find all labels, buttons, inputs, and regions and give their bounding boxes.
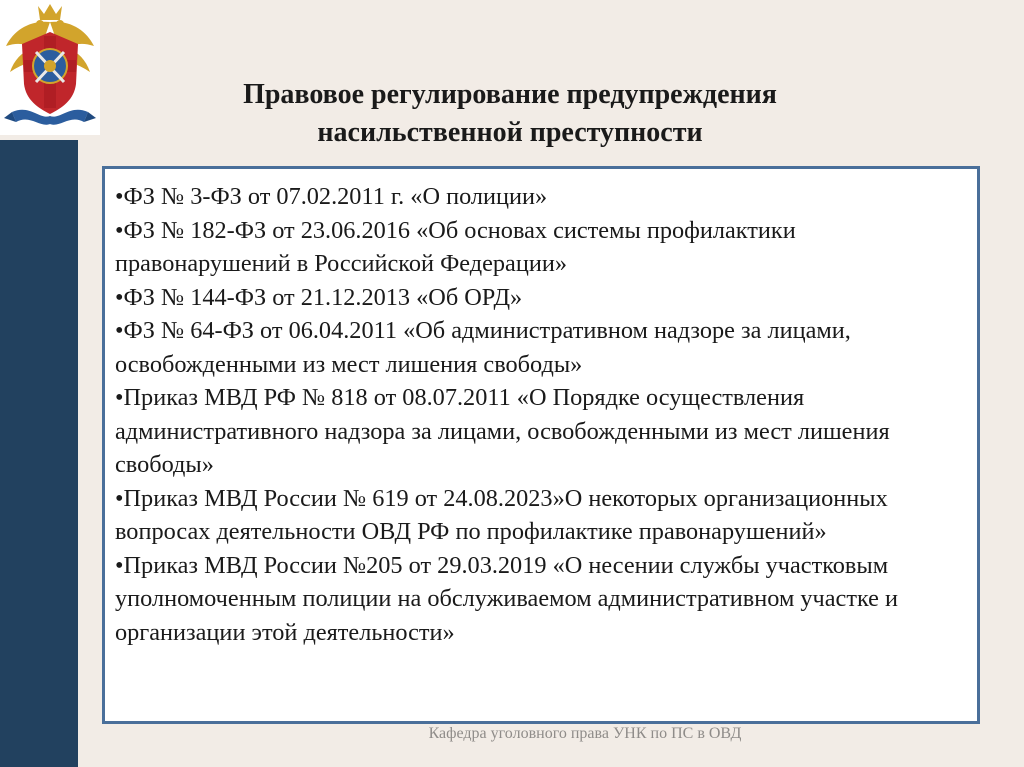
list-item <box>115 549 967 650</box>
list-item-text: ФЗ № 64-ФЗ от 06.04.2011 «Об административном надзоре за лицами, освобожденными из мест лишения свободы» <box>115 317 851 378</box>
bullet-icon: • <box>115 484 124 512</box>
legal-acts-list <box>102 166 980 724</box>
bullet-icon: • <box>115 317 124 344</box>
list-item <box>115 381 967 482</box>
slide-title <box>150 76 870 152</box>
list-item-text: Приказ МВД России № 619 от 24.08.2023»О некоторых организационных вопросах деятельности ОВД РФ по профилактике правонарушений» <box>115 484 888 545</box>
emblem-icon <box>0 0 100 135</box>
slide-title-line-1: Правовое регулирование предупреждения <box>243 79 777 110</box>
list-item <box>115 214 967 281</box>
list-item <box>115 180 967 214</box>
list-item <box>115 281 967 315</box>
bullet-icon: • <box>115 283 124 311</box>
list-item-text: Приказ МВД России №205 от 29.03.2019 «О несении службы участковым уполномоченным полиции на обслуживаемом административном участке и организации этой деятельности» <box>115 551 899 646</box>
bullet-icon: • <box>115 551 124 579</box>
bullet-icon: • <box>115 384 124 411</box>
list-item <box>115 314 967 381</box>
list-item-text: ФЗ № 144-ФЗ от 21.12.2013 «Об ОРД» <box>123 283 523 311</box>
footer-department: Кафедра уголовного права УНК по ПС в ОВД <box>428 725 742 742</box>
list-item <box>115 482 967 549</box>
list-item-text: ФЗ № 182-ФЗ от 23.06.2016 «Об основах системы профилактики правонарушений в Российской Федерации» <box>115 216 796 277</box>
list-item-text: Приказ МВД РФ № 818 от 08.07.2011 «О Порядке осуществления административного надзора за лицами, освобожденными из мест лишения свободы» <box>115 384 890 478</box>
bullet-icon: • <box>115 183 124 210</box>
left-accent-bar <box>0 140 78 767</box>
list-item-text: ФЗ № 3-ФЗ от 07.02.2011 г. «О полиции» <box>123 183 548 210</box>
slide-title-line-2: насильственной преступности <box>317 117 703 148</box>
bullet-icon: • <box>115 216 124 244</box>
